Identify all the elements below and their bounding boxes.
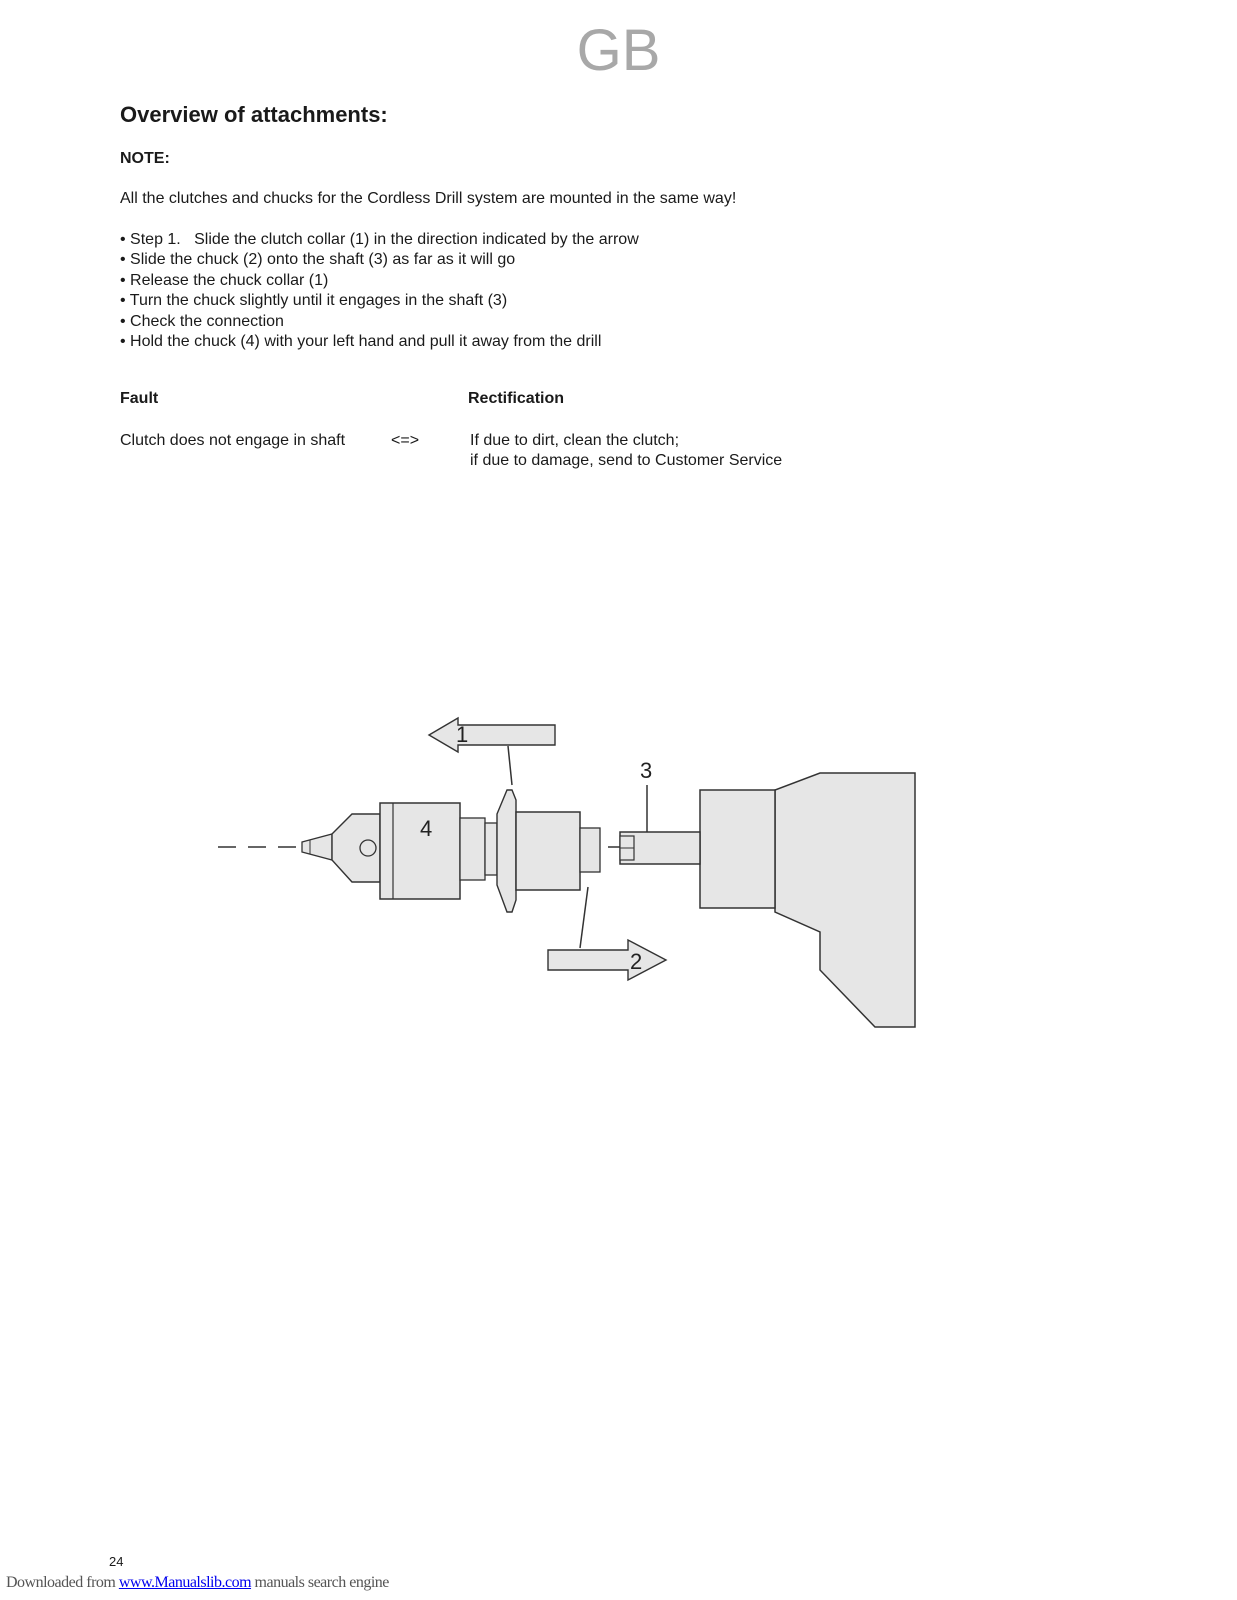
collar-arrow: [429, 718, 555, 752]
drill-nose: [700, 790, 775, 908]
footer-suffix: manuals search engine: [251, 1574, 389, 1591]
chuck-neck: [460, 818, 485, 880]
fault-header: Fault: [120, 390, 159, 407]
clutch-collar: [497, 790, 516, 912]
rectification-line: If due to dirt, clean the clutch;: [470, 432, 680, 449]
step-item: • Step 1. Slide the clutch collar (1) in the direction indicated by the arrow: [120, 231, 639, 248]
label-1: 1: [456, 722, 469, 747]
clutch-spigot: [580, 828, 600, 872]
note-label: NOTE:: [120, 150, 170, 167]
chuck-arrow: [548, 940, 666, 980]
steps-list: [120, 230, 639, 352]
chuck-jaws: [302, 834, 332, 860]
chuck-mounting-diagram: [200, 690, 920, 1030]
fault-cell: Clutch does not engage in shaft: [120, 432, 346, 449]
page-number: 24: [109, 1554, 124, 1569]
clutch-body: [516, 812, 580, 890]
step-item: • Release the chuck collar (1): [120, 271, 329, 289]
label-3: 3: [640, 758, 653, 783]
equivalence-symbol: <=>: [391, 432, 420, 449]
label-2: 2: [630, 949, 643, 974]
rectification-header: Rectification: [468, 390, 565, 407]
language-code: GB: [576, 18, 661, 83]
step-item: • Turn the chuck slightly until it engages in the shaft (3): [120, 292, 508, 310]
label-4: 4: [420, 816, 433, 841]
step-item: • Slide the chuck (2) onto the shaft (3) as far as it will go: [120, 251, 516, 269]
chuck-key-hole: [360, 840, 376, 856]
section-title: Overview of attachments:: [120, 102, 388, 127]
footer-prefix: Downloaded from: [6, 1574, 119, 1591]
manualslib-link[interactable]: www.Manualslib.com: [118, 1574, 252, 1591]
intro-text: All the clutches and chucks for the Cordless Drill system are mounted in the same way!: [120, 190, 737, 207]
download-footer: [6, 1574, 389, 1592]
drill-body: [775, 773, 915, 1027]
step-item: • Hold the chuck (4) with your left hand and pull it away from the drill: [120, 333, 602, 351]
rectification-line: if due to damage, send to Customer Service: [470, 452, 783, 470]
step-item: • Check the connection: [120, 312, 284, 330]
rectification-cell: [470, 431, 782, 472]
